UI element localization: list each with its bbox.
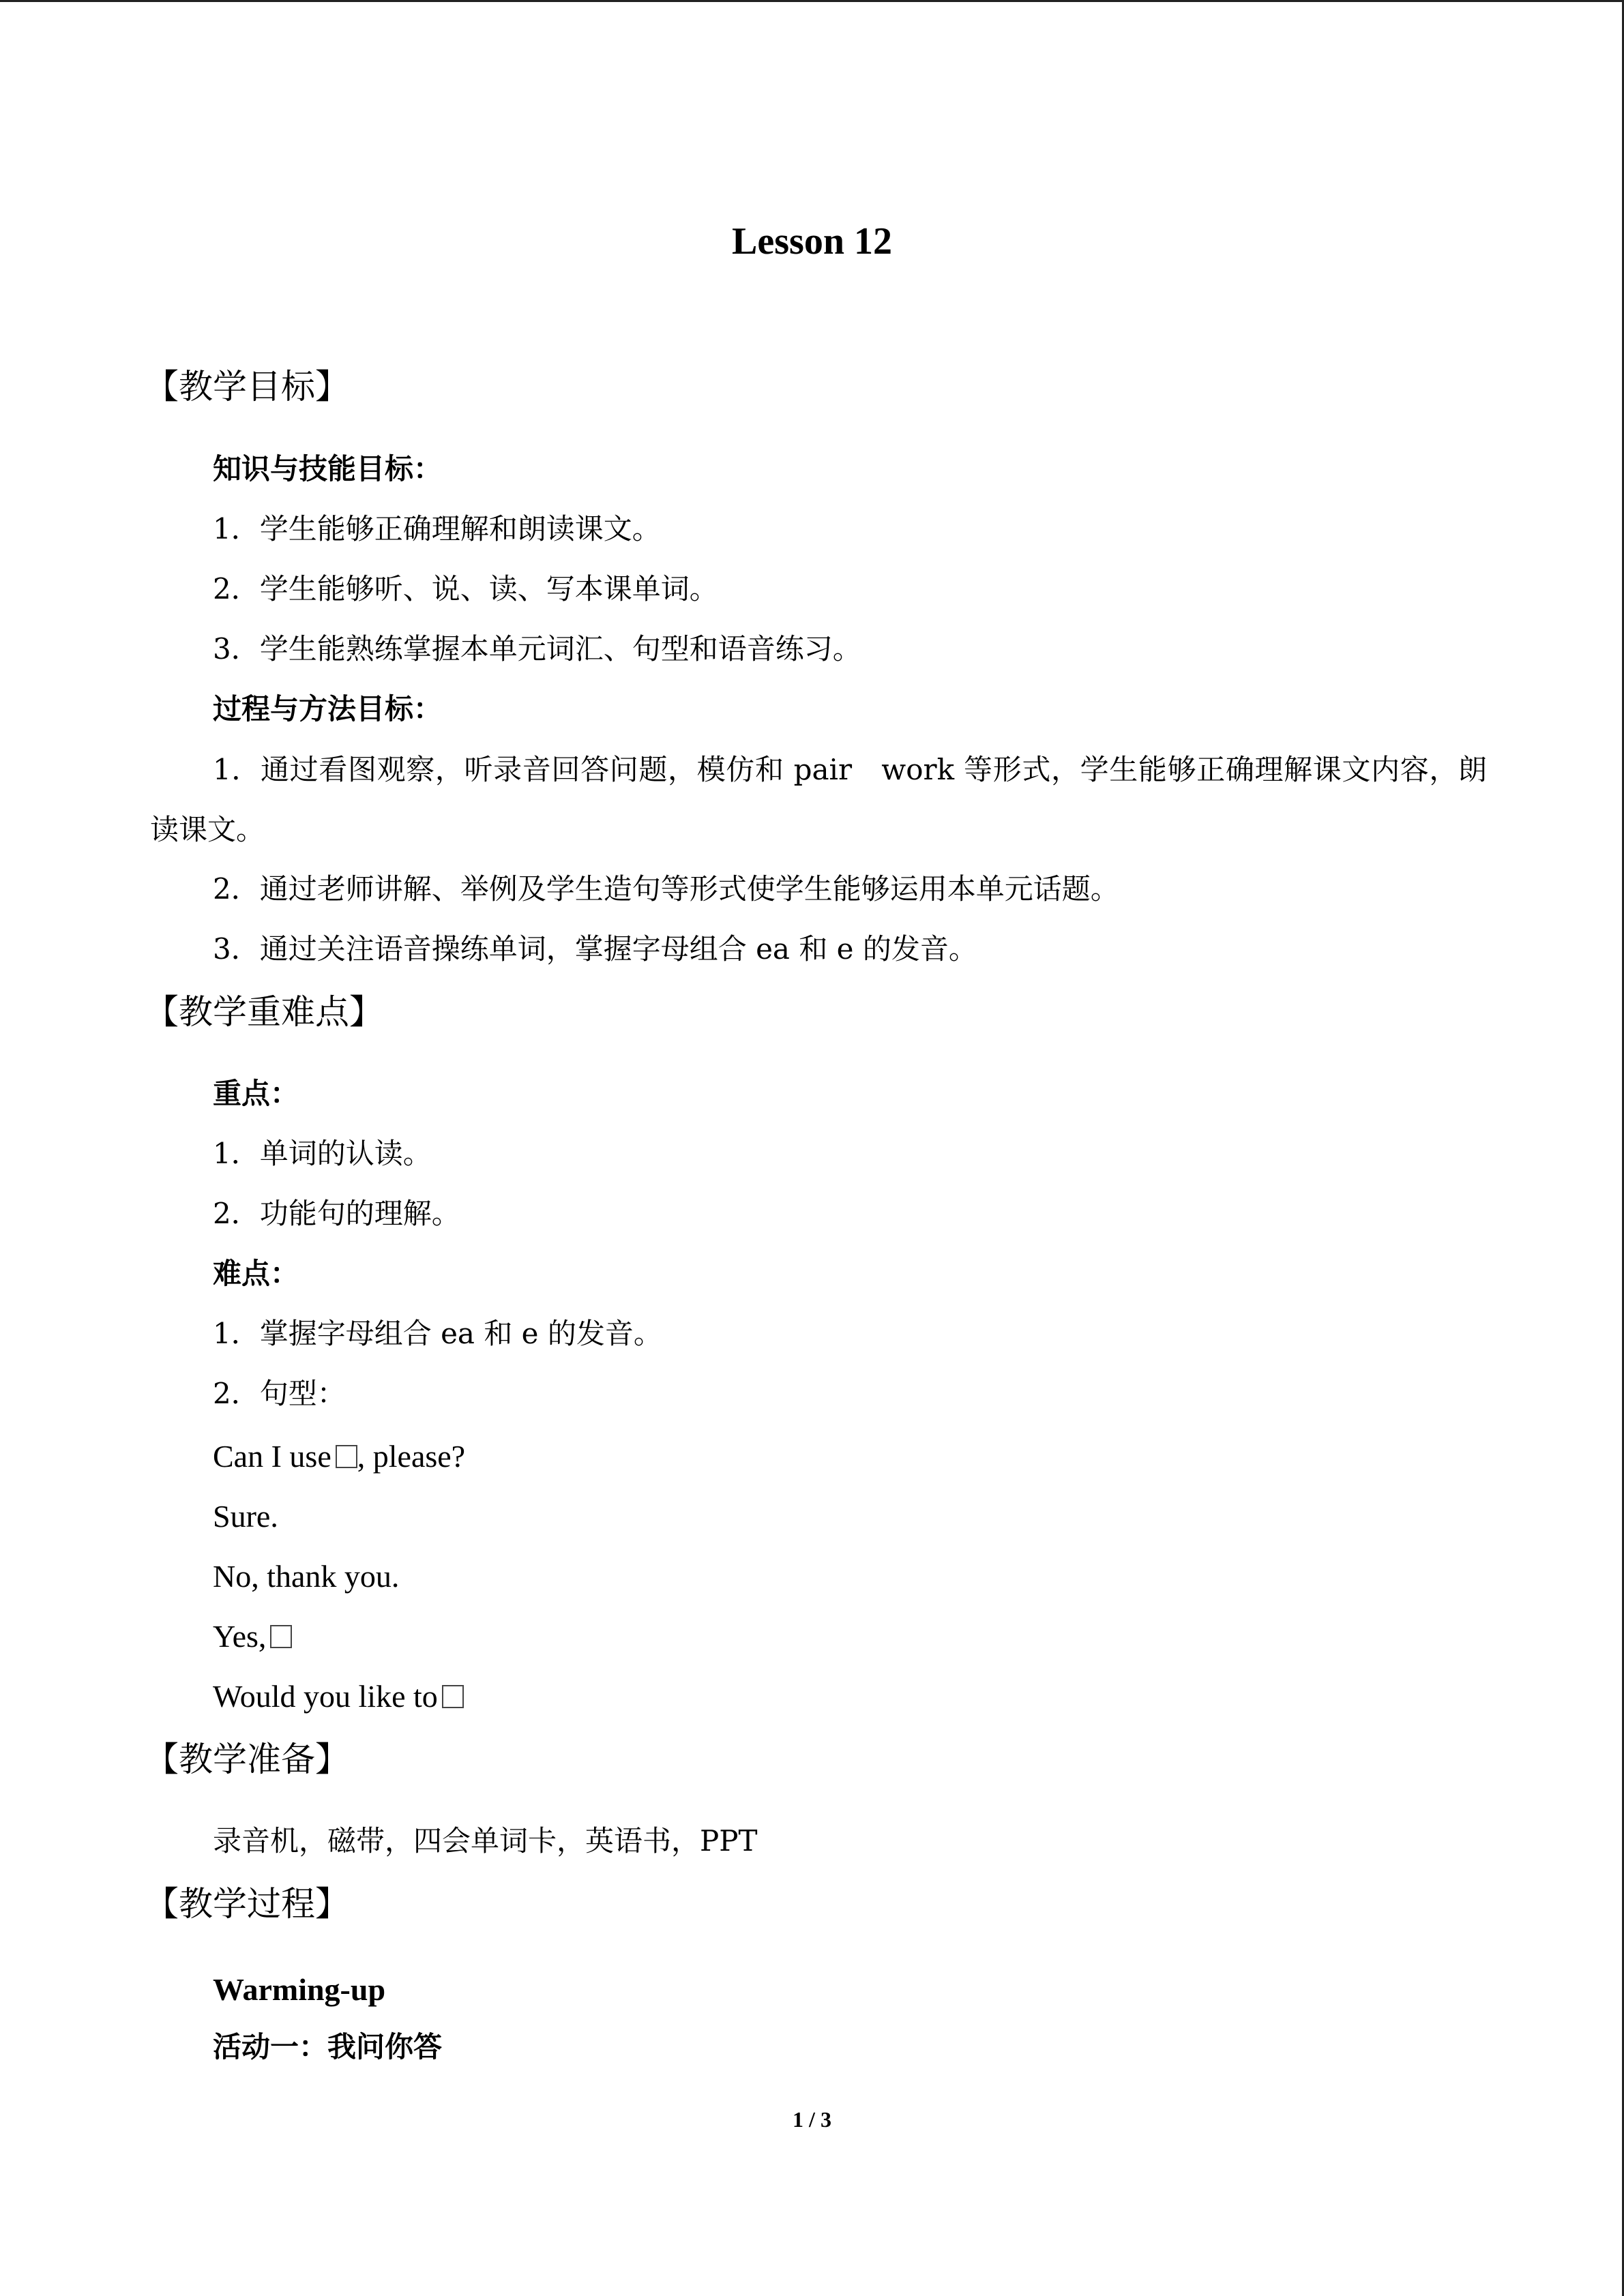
blank-box-icon <box>270 1625 292 1648</box>
sentence-text: Would you like to <box>213 1679 438 1714</box>
process-item: 2．通过老师讲解、举例及学生造句等形式使学生能够运用本单元话题。 <box>213 872 1119 906</box>
warmup-title: Warming-up <box>213 1972 386 2007</box>
knowledge-item: 2．学生能够听、说、读、写本课单词。 <box>213 572 718 606</box>
heading-goals: 【教学目标】 <box>145 367 349 406</box>
page-number: 1 / 3 <box>793 2107 831 2132</box>
blank-box-icon <box>336 1445 357 1468</box>
sentence-sure: Sure. <box>213 1499 278 1534</box>
preparation-text: 录音机，磁带，四会单词卡，英语书，PPT <box>213 1824 758 1858</box>
process-item: 1．通过看图观察，听录音回答问题，模仿和 pair work 等形式，学生能够正确理解课文内容，朗读课文。 <box>150 753 1487 846</box>
sentence-text: Can I use <box>213 1439 331 1474</box>
heading-preparation: 【教学准备】 <box>145 1740 349 1779</box>
knowledge-item: 3．学生能熟练掌握本单元词汇、句型和语音练习。 <box>213 632 861 666</box>
knowledge-title: 知识与技能目标： <box>213 452 443 486</box>
sentence-text: , please? <box>357 1439 466 1474</box>
heading-process: 【教学过程】 <box>145 1884 349 1924</box>
focus-item: 1．单词的认读。 <box>213 1137 432 1170</box>
top-border <box>0 0 1624 2</box>
page-title: Lesson 12 <box>732 220 892 263</box>
blank-box-icon <box>442 1685 464 1708</box>
focus-item: 2．功能句的理解。 <box>213 1197 460 1230</box>
activity-title: 活动一：我问你答 <box>213 2030 443 2063</box>
focus-title: 重点： <box>213 1077 299 1110</box>
sentence-no-thank-you: No, thank you. <box>213 1559 400 1594</box>
difficulty-item: 2．句型： <box>213 1377 346 1410</box>
difficulty-title: 难点： <box>213 1257 299 1290</box>
sentence-would-you-like <box>213 1678 464 1716</box>
difficulty-item: 1．掌握字母组合 ea 和 e 的发音。 <box>213 1317 662 1350</box>
sentence-yes <box>213 1617 292 1656</box>
sentence-text: Yes, <box>213 1619 267 1654</box>
heading-key-points: 【教学重难点】 <box>145 992 383 1032</box>
process-title: 过程与方法目标： <box>213 692 443 726</box>
process-item: 3．通过关注语音操练单词，掌握字母组合 ea 和 e 的发音。 <box>213 932 977 966</box>
sentence-can-i-use <box>213 1437 465 1476</box>
knowledge-item: 1．学生能够正确理解和朗读课文。 <box>213 512 661 546</box>
